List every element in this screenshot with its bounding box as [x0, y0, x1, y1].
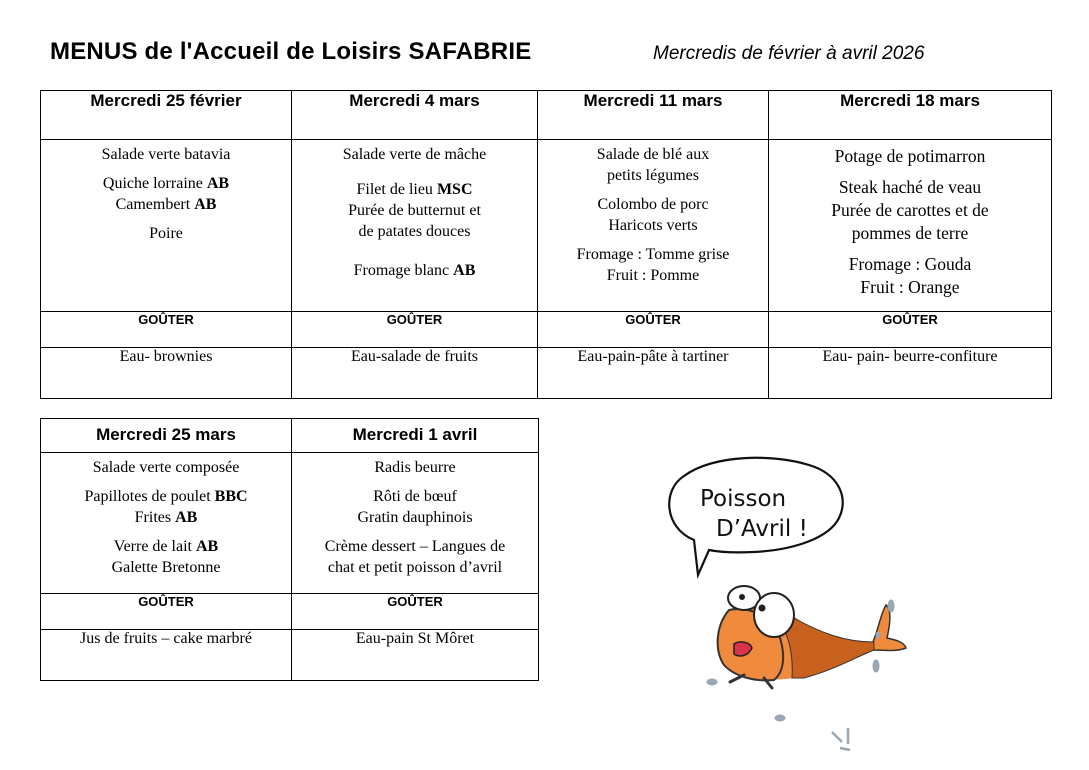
quality-label-badge: AB — [453, 262, 476, 279]
menu-item — [41, 173, 291, 194]
menu-item-text: Salade verte de mâche — [342, 146, 487, 163]
menu-item — [292, 200, 537, 221]
menu-item — [41, 457, 291, 478]
date-row — [41, 91, 1052, 140]
quality-label-badge: MSC — [436, 181, 473, 198]
quality-label-badge: AB — [195, 538, 219, 555]
gouter-label: GOÛTER — [292, 312, 538, 348]
menu-item-text: Fromage : Gouda — [848, 254, 972, 274]
menu-row — [41, 453, 539, 594]
menu-item-text: chat et petit poisson d’avril — [327, 559, 503, 576]
menu-item — [292, 557, 538, 578]
menu-item-text: pommes de terre — [851, 223, 969, 243]
menu-item-text: Salade de blé aux — [596, 146, 710, 163]
menu-item-text: Fruit : Pomme — [606, 267, 700, 284]
menu-item — [41, 486, 291, 507]
menu-item — [41, 144, 291, 165]
menu-item — [538, 265, 768, 286]
menu-course — [41, 144, 291, 165]
menu-item-text: Frites — [134, 509, 176, 526]
fish-pupil — [739, 594, 745, 600]
menu-item-text: Fromage : Tomme grise — [576, 246, 730, 263]
menu-course — [41, 173, 291, 215]
menu-item-text: Quiche lorraine — [102, 175, 207, 192]
menu-item-text: Filet de lieu — [356, 181, 437, 198]
fish-eye-right — [754, 593, 794, 637]
menu-course — [538, 194, 768, 236]
snack-cell: Eau-salade de fruits — [292, 348, 538, 399]
gouter-label: GOÛTER — [538, 312, 769, 348]
menu-item — [769, 276, 1051, 299]
menu-item-text: Papillotes de poulet — [84, 488, 215, 505]
menu-item — [769, 199, 1051, 222]
quality-label-badge: BBC — [214, 488, 248, 505]
menu-item — [538, 194, 768, 215]
menu-row — [41, 140, 1052, 312]
menu-course — [292, 260, 537, 281]
day-header: Mercredi 4 mars — [292, 91, 538, 140]
menu-item — [538, 165, 768, 186]
menu-item — [292, 179, 537, 200]
menu-table-1 — [40, 90, 1052, 399]
menu-item-text: Steak haché de veau — [838, 177, 982, 197]
menu-item-text: Rôti de bœuf — [373, 488, 457, 505]
menu-item-text: petits légumes — [607, 167, 699, 184]
snack-cell: Eau-pain St Môret — [292, 630, 539, 681]
menu-course — [41, 457, 291, 478]
menu-item — [292, 507, 538, 528]
menu-cell — [41, 453, 292, 594]
menu-item — [538, 244, 768, 265]
menu-course — [769, 145, 1051, 168]
menu-item-text: Purée de butternut et — [348, 202, 481, 219]
menu-item-text: Purée de carottes et de — [831, 200, 989, 220]
menu-cell — [538, 140, 769, 312]
snack-cell: Eau-pain-pâte à tartiner — [538, 348, 769, 399]
menu-course — [769, 253, 1051, 299]
menu-item-text: Verre de lait — [113, 538, 196, 555]
menu-item — [292, 457, 538, 478]
menu-item-text: de patates douces — [358, 223, 471, 240]
menu-course — [538, 244, 768, 286]
menu-course — [292, 144, 537, 165]
bubble-line-2: D’Avril ! — [716, 516, 808, 542]
day-header: Mercredi 18 mars — [769, 91, 1052, 140]
menu-item-text: Potage de potimarron — [834, 146, 986, 166]
menu-course — [769, 176, 1051, 245]
menu-item-text: Poire — [149, 225, 183, 242]
snack-row — [41, 630, 539, 681]
gouter-label: GOÛTER — [769, 312, 1052, 348]
menu-course — [292, 457, 538, 478]
menu-cell — [292, 453, 539, 594]
menu-cell — [292, 140, 538, 312]
bubble-line-1: Poisson — [700, 486, 787, 512]
quality-label-badge: AB — [206, 175, 230, 192]
gouter-label: GOÛTER — [41, 312, 292, 348]
menu-course — [41, 223, 291, 244]
menu-item — [292, 486, 538, 507]
gouter-row — [41, 312, 1052, 348]
snack-cell: Eau- pain- beurre-confiture — [769, 348, 1052, 399]
menu-course — [41, 486, 291, 528]
menu-item — [41, 557, 291, 578]
day-header: Mercredi 25 mars — [41, 419, 292, 453]
menu-table-2 — [40, 418, 539, 681]
menu-item — [769, 222, 1051, 245]
snack-row — [41, 348, 1052, 399]
menu-item-text: Crème dessert – Langues de — [324, 538, 506, 555]
menu-item — [769, 145, 1051, 168]
menu-course — [292, 486, 538, 528]
day-header: Mercredi 25 février — [41, 91, 292, 140]
menu-item-text: Fromage blanc — [353, 262, 454, 279]
menu-item-text: Fruit : Orange — [860, 277, 960, 297]
fish-illustration-svg — [634, 410, 934, 758]
menu-course — [292, 536, 538, 578]
quality-label-badge: AB — [175, 509, 198, 526]
quality-label-badge: AB — [194, 196, 217, 213]
snack-cell: Jus de fruits – cake marbré — [41, 630, 292, 681]
day-header: Mercredi 1 avril — [292, 419, 539, 453]
menu-item — [538, 215, 768, 236]
menu-item — [538, 144, 768, 165]
menu-item — [769, 253, 1051, 276]
page-subtitle: Mercredis de février à avril 2026 — [653, 43, 925, 64]
menu-item-text: Colombo de porc — [597, 196, 709, 213]
menu-item — [292, 536, 538, 557]
menu-item — [292, 260, 537, 281]
snack-cell: Eau- brownies — [41, 348, 292, 399]
gouter-row — [41, 594, 539, 630]
fish-tail — [872, 605, 906, 651]
gouter-label: GOÛTER — [41, 594, 292, 630]
page-title: MENUS de l'Accueil de Loisirs SAFABRIE — [50, 38, 532, 65]
menu-item — [41, 536, 291, 557]
menu-item — [292, 221, 537, 242]
menu-cell — [769, 140, 1052, 312]
date-row — [41, 419, 539, 453]
menu-item-text: Camembert — [115, 196, 195, 213]
menu-item — [41, 507, 291, 528]
menu-cell — [41, 140, 292, 312]
gouter-label: GOÛTER — [292, 594, 539, 630]
menu-item — [41, 194, 291, 215]
menu-item-text: Salade verte composée — [92, 459, 240, 476]
poisson-davril-illustration — [634, 410, 934, 758]
menu-item — [41, 223, 291, 244]
menu-item-text: Haricots verts — [608, 217, 698, 234]
day-header: Mercredi 11 mars — [538, 91, 769, 140]
menu-item-text: Salade verte batavia — [101, 146, 231, 163]
menu-item — [769, 176, 1051, 199]
menu-item-text: Gratin dauphinois — [357, 509, 473, 526]
menu-item-text: Radis beurre — [374, 459, 456, 476]
menu-course — [41, 536, 291, 578]
menu-item — [292, 144, 537, 165]
menu-course — [292, 179, 537, 242]
menu-course — [538, 144, 768, 186]
menu-item-text: Galette Bretonne — [111, 559, 221, 576]
fish-pupil — [759, 605, 766, 612]
